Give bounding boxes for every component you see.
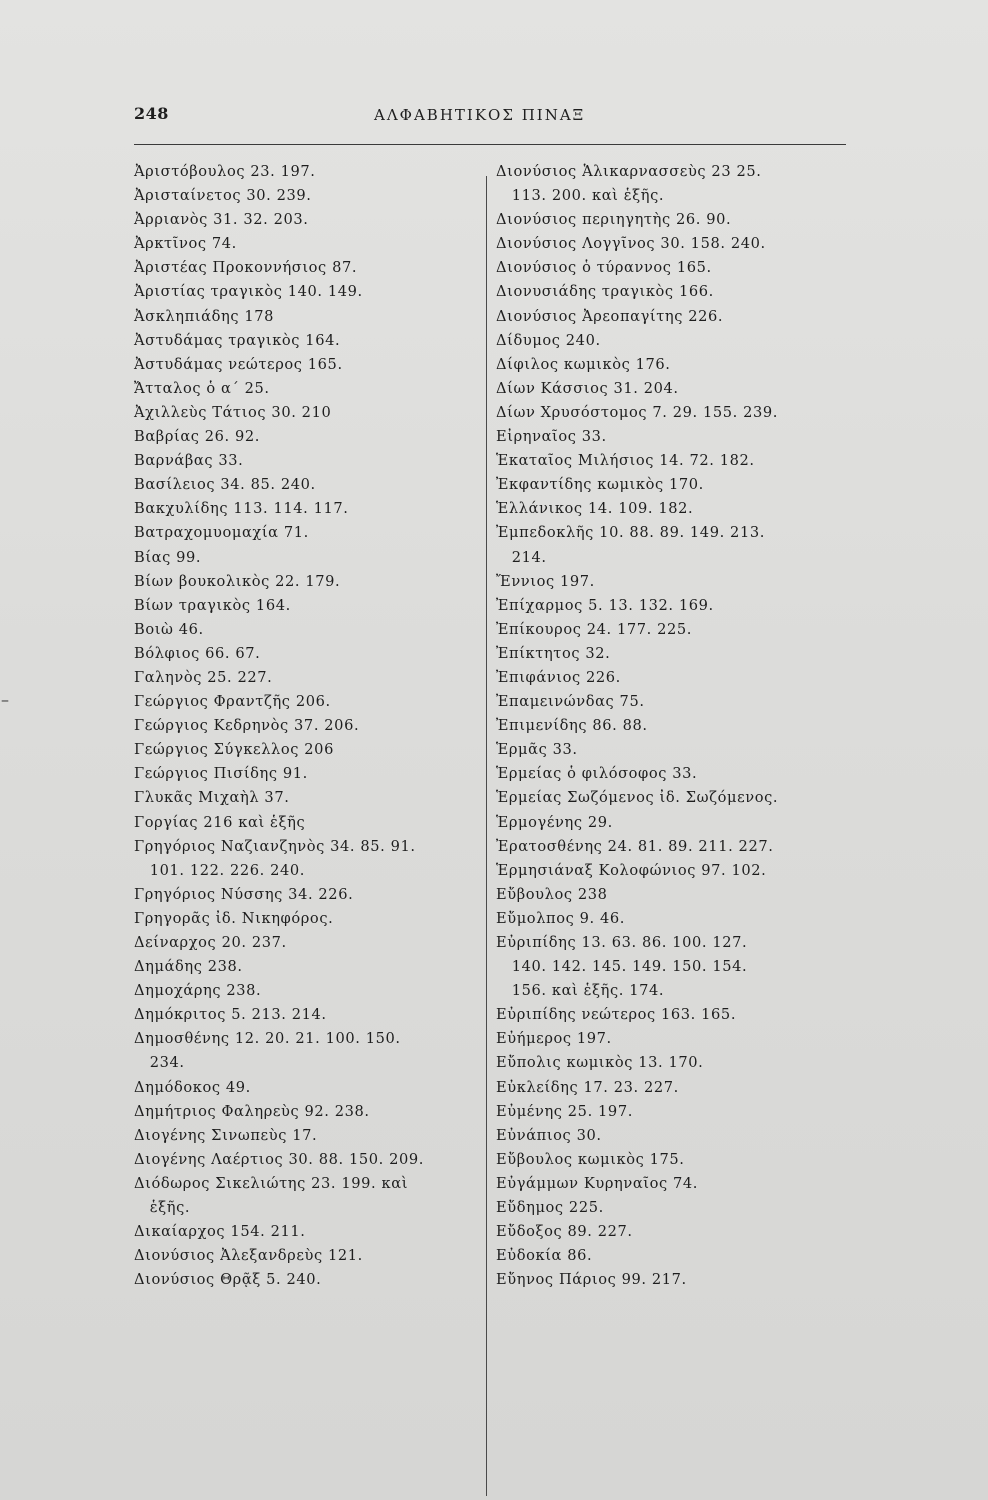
index-entry: Εὐδοκία 86. xyxy=(496,1247,593,1265)
index-entry: Ἐπίχαρμος 5. 13. 132. 169. xyxy=(496,596,714,614)
index-entry: Δείναρχος 20. 237. xyxy=(134,934,287,951)
index-entry: Βόλφιος 66. 67. xyxy=(134,644,261,662)
margin-mark: – xyxy=(1,690,9,709)
index-entry: Διονύσιος Ἀλεξανδρεὺς 121. xyxy=(134,1247,363,1265)
running-title: ΑΛΦΑΒΗΤΙΚΟΣ ΠΙΝΑΞ xyxy=(374,106,586,124)
index-entry: Βίων τραγικὸς 164. xyxy=(134,596,291,614)
index-entry: Ἐπιφάνιος 226. xyxy=(496,668,621,686)
index-entry: Γεώργιος Φραντζῆς 206. xyxy=(134,693,331,711)
index-entry: Εὐήμερος 197. xyxy=(496,1030,612,1048)
index-entry: Ἐπιμενίδης 86. 88. xyxy=(496,717,648,735)
index-entry: Ἀριστόβουλος 23. 197. xyxy=(134,163,316,180)
index-entry: Ἑρμησιάναξ Κολοφώνιος 97. 102. xyxy=(496,861,767,879)
index-entry: Εὐριπίδης 13. 63. 86. 100. 127. 140. 142. 145. 149. 150. 154. 156. καὶ ἑξῆς. 174. xyxy=(496,934,748,1000)
index-entry: Εὐγάμμων Κυρηναῖος 74. xyxy=(496,1174,699,1192)
index-entry: Διονύσιος ὁ τύραννος 165. xyxy=(496,259,712,277)
index-entry: Βαρνάβας 33. xyxy=(134,452,244,470)
page-header xyxy=(134,104,846,145)
index-entry: Ἐρατοσθένης 24. 81. 89. 211. 227. xyxy=(496,837,774,855)
index-entry: Ἑρμᾶς 33. xyxy=(496,741,578,759)
index-column-right xyxy=(496,160,854,1292)
index-entry: Ἐμπεδοκλῆς 10. 88. 89. 149. 213. 214. xyxy=(496,524,765,566)
index-entry: Ἑρμείας ὁ φιλόσοφος 33. xyxy=(496,765,698,783)
index-entry: Δίδυμος 240. xyxy=(496,331,601,349)
index-entry: Δημόκριτος 5. 213. 214. xyxy=(134,1006,327,1024)
index-entry: Ἀριστέας Προκοννήσιος 87. xyxy=(134,259,358,277)
index-entry: Ἀριστίας τραγικὸς 140. 149. xyxy=(134,283,363,301)
index-entry: Βατραχομυομαχία 71. xyxy=(134,524,309,542)
index-entry: Γρηγόριος Ναζιανζηνὸς 34. 85. 91. 101. 122. 226. 240. xyxy=(134,837,416,879)
page-number: 248 xyxy=(134,104,169,123)
index-entry: Βοιὼ 46. xyxy=(134,620,204,638)
index-entry: Γεώργιος Κεδρηνὸς 37. 206. xyxy=(134,717,360,735)
index-entry: Εὔβουλος κωμικὸς 175. xyxy=(496,1150,685,1168)
index-entry: Βασίλειος 34. 85. 240. xyxy=(134,476,316,494)
index-entry: Ἀστυδάμας νεώτερος 165. xyxy=(134,355,343,373)
index-entry: Διογένης Λαέρτιος 30. 88. 150. 209. xyxy=(134,1150,425,1168)
index-entry: Γαληνὸς 25. 227. xyxy=(134,668,273,686)
index-entry: Δικαίαρχος 154. 211. xyxy=(134,1223,306,1241)
index-entry: Βακχυλίδης 113. 114. 117. xyxy=(134,500,349,518)
index-entry: Διονύσιος περιηγητὴς 26. 90. xyxy=(496,211,732,229)
index-entry: Διόδωρος Σικελιώτης 23. 199. καὶ ἑξῆς. xyxy=(134,1174,409,1217)
index-entry: Δημοσθένης 12. 20. 21. 100. 150. 234. xyxy=(134,1030,401,1072)
index-entry: Βαβρίας 26. 92. xyxy=(134,428,261,446)
index-entry: Δημόδοκος 49. xyxy=(134,1078,251,1096)
index-entry: Δίφιλος κωμικὸς 176. xyxy=(496,355,671,373)
index-entry: Εὔμολπος 9. 46. xyxy=(496,909,626,927)
index-entry: Εὔδημος 225. xyxy=(496,1199,604,1217)
index-entry: Εὐμένης 25. 197. xyxy=(496,1102,633,1120)
index-entry: Ἐπίκουρος 24. 177. 225. xyxy=(496,620,692,638)
index-entry: Ἀσκληπιάδης 178 xyxy=(134,307,274,325)
index-entry: Γεώργιος Πισίδης 91. xyxy=(134,765,308,783)
index-entry: Εὔπολις κωμικὸς 13. 170. xyxy=(496,1054,704,1072)
index-entry: Ἐπαμεινώνδας 75. xyxy=(496,693,645,711)
index-entry: Βίας 99. xyxy=(134,548,202,566)
index-entry: Εἰρηναῖος 33. xyxy=(496,428,607,446)
column-divider xyxy=(486,176,487,1496)
index-entry: Βίων βουκολικὸς 22. 179. xyxy=(134,572,341,590)
index-entry: Ἑρμείας Σωζόμενος ἰδ. Σωζόμενος. xyxy=(496,789,779,807)
index-column-left xyxy=(134,160,484,1292)
index-entry: Γρηγόριος Νύσσης 34. 226. xyxy=(134,885,354,903)
index-entry: Δίων Χρυσόστομος 7. 29. 155. 239. xyxy=(496,403,779,421)
index-entry: Ἑλλάνικος 14. 109. 182. xyxy=(496,500,694,518)
index-entry: Γρηγορᾶς ἰδ. Νικηφόρος. xyxy=(134,909,334,927)
index-entry: Ἀρκτῖνος 74. xyxy=(134,235,237,253)
index-entry: Ἀχιλλεὺς Τάτιος 30. 210 xyxy=(134,403,332,421)
index-entry: Δημάδης 238. xyxy=(134,958,243,976)
index-entry: Ἀστυδάμας τραγικὸς 164. xyxy=(134,331,341,349)
index-entry: Εὔβουλος 238 xyxy=(496,885,608,903)
index-entry: Γοργίας 216 καὶ ἑξῆς xyxy=(134,813,306,831)
index-entry: Διονύσιος Ἁλικαρνασσεὺς 23 25. 113. 200. καὶ ἑξῆς. xyxy=(496,163,762,205)
index-entry: Ἐπίκτητος 32. xyxy=(496,644,611,662)
index-entry: Ἔννιος 197. xyxy=(496,572,595,590)
index-entry: Διονύσιος Λογγῖνος 30. 158. 240. xyxy=(496,235,766,253)
index-entry: Διονύσιος Ἀρεοπαγίτης 226. xyxy=(496,307,724,325)
index-entry: Ἐκφαντίδης κωμικὸς 170. xyxy=(496,476,704,494)
index-entry: Εὔδοξος 89. 227. xyxy=(496,1223,633,1241)
index-entry: Γλυκᾶς Μιχαὴλ 37. xyxy=(134,789,290,807)
index-entry: Εὐριπίδης νεώτερος 163. 165. xyxy=(496,1006,737,1024)
index-entry: Εὔηνος Πάριος 99. 217. xyxy=(496,1271,687,1289)
index-entry: Δίων Κάσσιος 31. 204. xyxy=(496,379,679,397)
index-entry: Εὐκλείδης 17. 23. 227. xyxy=(496,1078,679,1096)
index-entry: Ἑκαταῖος Μιλήσιος 14. 72. 182. xyxy=(496,452,755,470)
index-entry: Διονύσιος Θρᾷξ 5. 240. xyxy=(134,1271,322,1289)
index-entry: Ἄτταλος ὁ α΄ 25. xyxy=(134,379,270,397)
index-entry: Διογένης Σινωπεὺς 17. xyxy=(134,1126,318,1144)
index-entry: Ἀρισταίνετος 30. 239. xyxy=(134,187,312,205)
index-entry: Εὐνάπιος 30. xyxy=(496,1126,602,1144)
index-entry: Γεώργιος Σύγκελλος 206 xyxy=(134,741,334,759)
index-entry: Ἑρμογένης 29. xyxy=(496,813,613,831)
index-entry: Ἀρριανὸς 31. 32. 203. xyxy=(134,211,309,229)
index-entry: Διονυσιάδης τραγικὸς 166. xyxy=(496,283,714,301)
index-entry: Δημοχάρης 238. xyxy=(134,982,262,1000)
index-entry: Δημήτριος Φαληρεὺς 92. 238. xyxy=(134,1102,370,1120)
